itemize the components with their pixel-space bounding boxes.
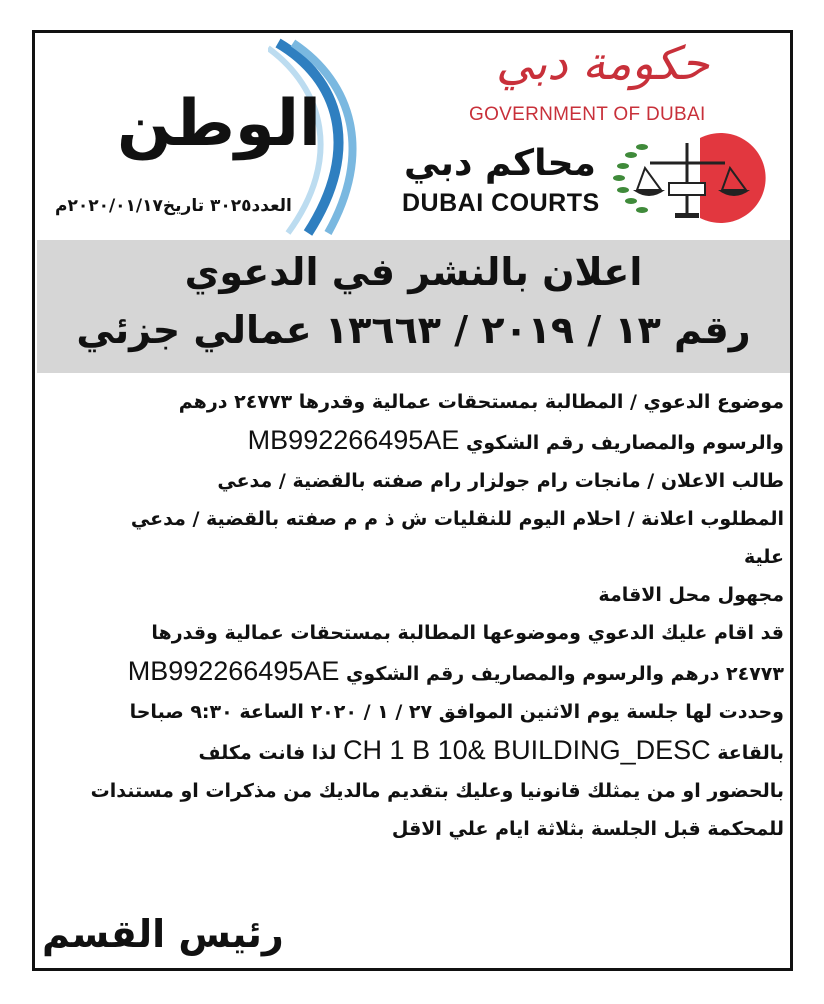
hall-text: بالقاعة <box>710 742 784 764</box>
body-line-amount <box>42 652 784 693</box>
obligation-text: لذا فانت مكلف <box>198 742 344 764</box>
body-line-address: مجهول محل الاقامة <box>598 584 784 606</box>
government-arabic-logo: حكومة دبي <box>496 36 710 90</box>
body-line-deadline: للمحكمة قبل الجلسة بثلاثة ايام علي الاقل <box>391 818 784 840</box>
fees-text: والرسوم والمصاريف رقم الشكوي <box>459 432 784 454</box>
body-line-role: علية <box>743 546 784 568</box>
title-box <box>37 240 790 373</box>
amount-text: ٢٤٧٧٣ درهم والرسوم والمصاريف رقم الشكوي <box>339 663 784 685</box>
body-line-fees <box>42 421 784 462</box>
courts-english-name: DUBAI COURTS <box>402 189 600 217</box>
hall-code: CH 1 B 10& BUILDING_DESC <box>343 735 711 765</box>
body-line-requester: طالب الاعلان / مانجات رام جولزار رام صفته بالقضية / مدعي <box>217 470 784 492</box>
complaint-code: MB992266495AE <box>247 425 460 455</box>
announcement-body <box>42 383 784 848</box>
scales-emblem-icon <box>605 128 777 228</box>
complaint-code-2: MB992266495AE <box>127 656 340 686</box>
signature: رئيس القسم <box>42 912 284 956</box>
body-line-defendant: المطلوب اعلانة / احلام اليوم للنقليات ش ذ م م صفته بالقضية / مدعي <box>130 508 784 530</box>
issue-info: العدد٣٠٢٥ تاريخ٢٠٢٠/٠١/١٧م <box>55 196 292 216</box>
body-line-session: وحددت لها جلسة يوم الاثنين الموافق ٢٧ / ١ / ٢٠٢٠ الساعة ٩:٣٠ صباحا <box>129 701 784 723</box>
body-line-subject: موضوع الدعوي / المطالبة بمستحقات عمالية وقدرها ٢٤٧٧٣ درهم <box>178 391 784 413</box>
newspaper-logo: الوطن <box>117 87 321 161</box>
case-number: رقم ١٣ / ٢٠١٩ / ١٣٦٦٣ عمالي جزئي <box>76 308 751 352</box>
body-line-hall <box>42 731 784 772</box>
government-english-logo: GOVERNMENT OF DUBAI <box>469 104 706 125</box>
announcement-title: اعلان بالنشر في الدعوي <box>184 250 643 294</box>
body-line-claim: قد اقام عليك الدعوي وموضوعها المطالبة بمستحقات عمالية وقدرها <box>151 622 784 644</box>
body-line-attendance: بالحضور او من يمثلك قانونيا وعليك بتقديم مالديك من مذكرات او مستندات <box>90 780 784 802</box>
courts-arabic-name: محاكم دبي <box>404 143 596 184</box>
